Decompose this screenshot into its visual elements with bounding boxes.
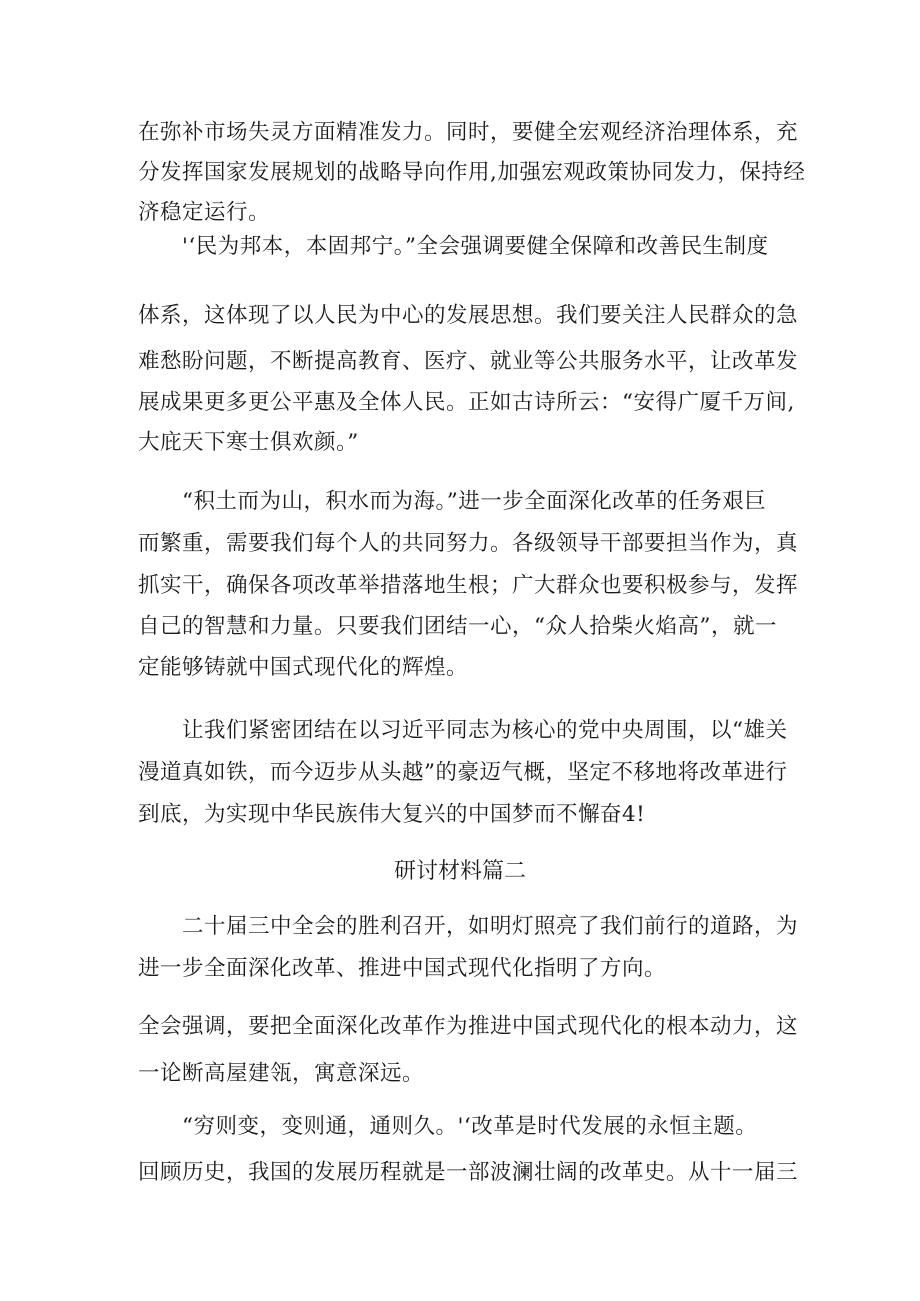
text-line: 漫道真如铁，而今迈步从头越”的豪迈气概，坚定不移地将改革进行 [138,760,788,785]
text-line: 回顾历史，我国的发展历程就是一部波澜壮阔的改革史。从十一届三 [138,1160,799,1185]
text-line: 济稳定运行。 [138,200,271,225]
text-line: 而繁重，需要我们每个人的共同努力。各级领导干部要担当作为，真 [138,531,799,556]
text-line: 让我们紧密团结在以习近平同志为核心的党中央周围，以“雄关 [182,718,788,743]
text-line: 展成果更多更公平惠及全体人民。正如古诗所云：“安得广厦千万间, [138,390,795,415]
text-line: 一论断高屋建瓴，寓意深远。 [138,1061,425,1086]
text-line: 体系，这体现了以人民为中心的发展思想。我们要关注人民群众的急 [138,303,799,328]
text-line: 二十届三中全会的胜利召开，如明灯照亮了我们前行的道路，为 [182,914,799,939]
text-line: 大庇天下寒士俱欢颜。” [138,430,359,455]
text-line: 难愁盼问题，不断提高教育、医疗、就业等公共服务水平，让改革发 [138,349,799,374]
text-line: 抓实干，确保各项改革举措落地生根；广大群众也要积极参与，发挥 [138,573,799,598]
section-heading: 研讨材料篇二 [393,859,526,884]
text-line: 定能够铸就中国式现代化的辉煌。 [138,655,469,680]
text-line: “积土而为山，积水而为海。”进一步全面深化改革的任务艰巨 [182,489,767,514]
text-line: 到底，为实现中华民族伟大复兴的中国梦而不懈奋4! [138,802,646,827]
text-line: 进一步全面深化改革、推进中国式现代化指明了方向。 [138,956,667,981]
text-line: 自己的智慧和力量。只要我们团结一心，“众人拾柴火焰高”，就一 [138,614,777,639]
text-line: 在弥补市场失灵方面精准发力。同时，要健全宏观经济治理体系，充 [138,120,799,145]
text-line: 分发挥国家发展规划的战略导向作用,加强宏观政策协同发力，保持经 [138,160,806,185]
text-line: “穷则变，变则通，通则久。'‘改革是时代发展的永恒主题。 [182,1114,758,1139]
text-line: 全会强调，要把全面深化改革作为推进中国式现代化的根本动力，这 [138,1014,799,1039]
text-line: '‘民为邦本，本固邦宁。”全会强调要健全保障和改善民生制度 [182,234,769,259]
